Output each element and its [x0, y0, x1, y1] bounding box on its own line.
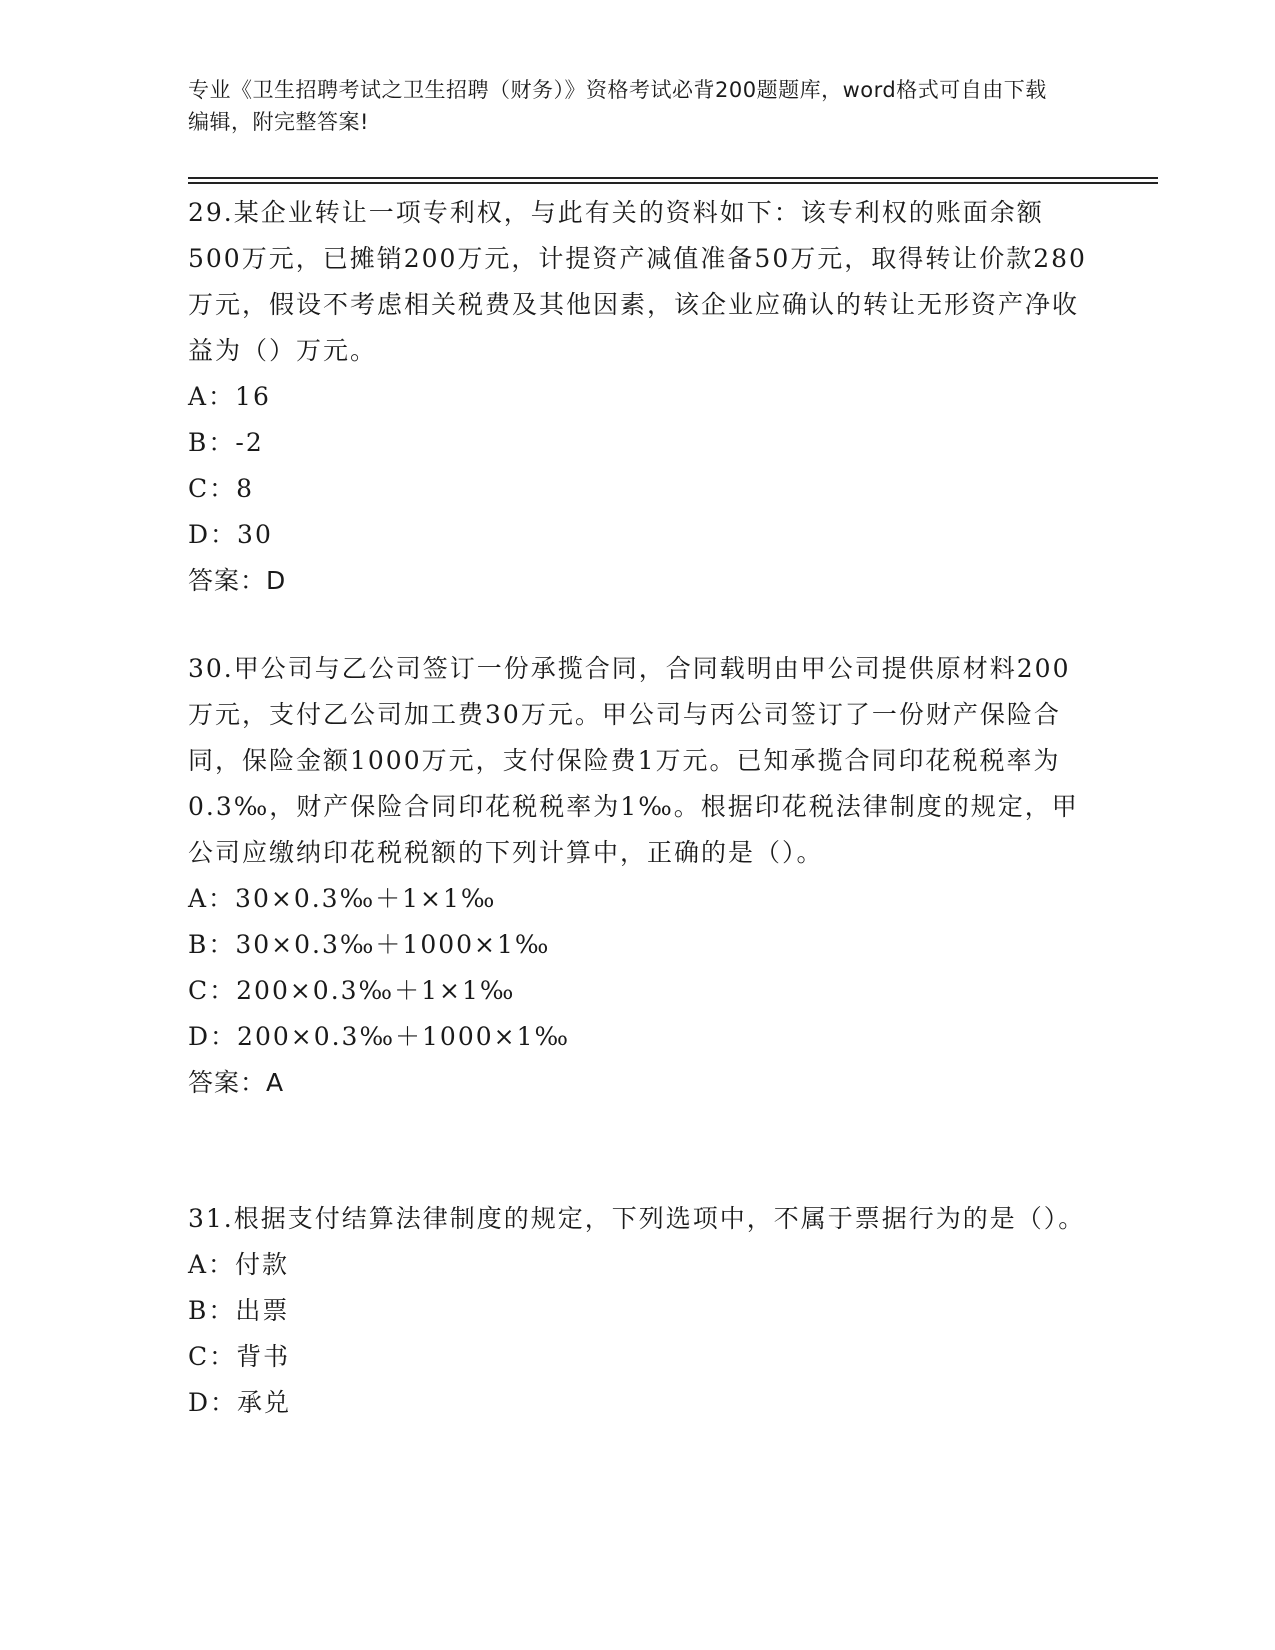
- option-a: A：30×0.3‰＋1×1‰: [188, 884, 497, 913]
- question-stem: 31.根据支付结算法律制度的规定，下列选项中，不属于票据行为的是（）。: [188, 1204, 1086, 1233]
- document-header: [188, 74, 1068, 138]
- option-d: D：30: [188, 520, 273, 549]
- option-b: B：30×0.3‰＋1000×1‰: [188, 930, 551, 959]
- question-stem: 29.某企业转让一项专利权，与此有关的资料如下：该专利权的账面余额500万元，已摊销200万元，计提资产减值准备50万元，取得转让价款280万元，假设不考虑相关税费及其他因素，该企业应确认的转让无形资产净收益为（）万元。: [188, 198, 1087, 365]
- answer: 答案：D: [188, 566, 287, 595]
- question-29: [188, 190, 1088, 604]
- option-a: A：16: [188, 382, 271, 411]
- option-c: C：200×0.3‰＋1×1‰: [188, 976, 516, 1005]
- option-a: A：付款: [188, 1250, 290, 1279]
- header-title: 专业《卫生招聘考试之卫生招聘（财务）》资格考试必背200题题库，word格式可自由下载编辑，附完整答案!: [188, 78, 1047, 134]
- header-divider-top: [188, 177, 1158, 179]
- option-d: D：200×0.3‰＋1000×1‰: [188, 1022, 571, 1051]
- question-stem: 30.甲公司与乙公司签订一份承揽合同，合同载明由甲公司提供原材料200万元，支付乙公司加工费30万元。甲公司与丙公司签订了一份财产保险合同，保险金额1000万元，支付保险费1万元。已知承揽合同印花税税率为0.3‰，财产保险合同印花税税率为1‰。根据印花税法律制度的规定，甲公司应缴纳印花税税额的下列计算中，正确的是（）。: [188, 654, 1079, 867]
- header-divider-bottom: [188, 182, 1158, 184]
- answer: 答案：A: [188, 1068, 285, 1097]
- option-d: D：承兑: [188, 1388, 292, 1417]
- option-c: C：8: [188, 474, 255, 503]
- option-b: B：-2: [188, 428, 264, 457]
- option-b: B：出票: [188, 1296, 290, 1325]
- option-c: C：背书: [188, 1342, 291, 1371]
- question-30: [188, 646, 1088, 1106]
- question-31: [188, 1196, 1088, 1426]
